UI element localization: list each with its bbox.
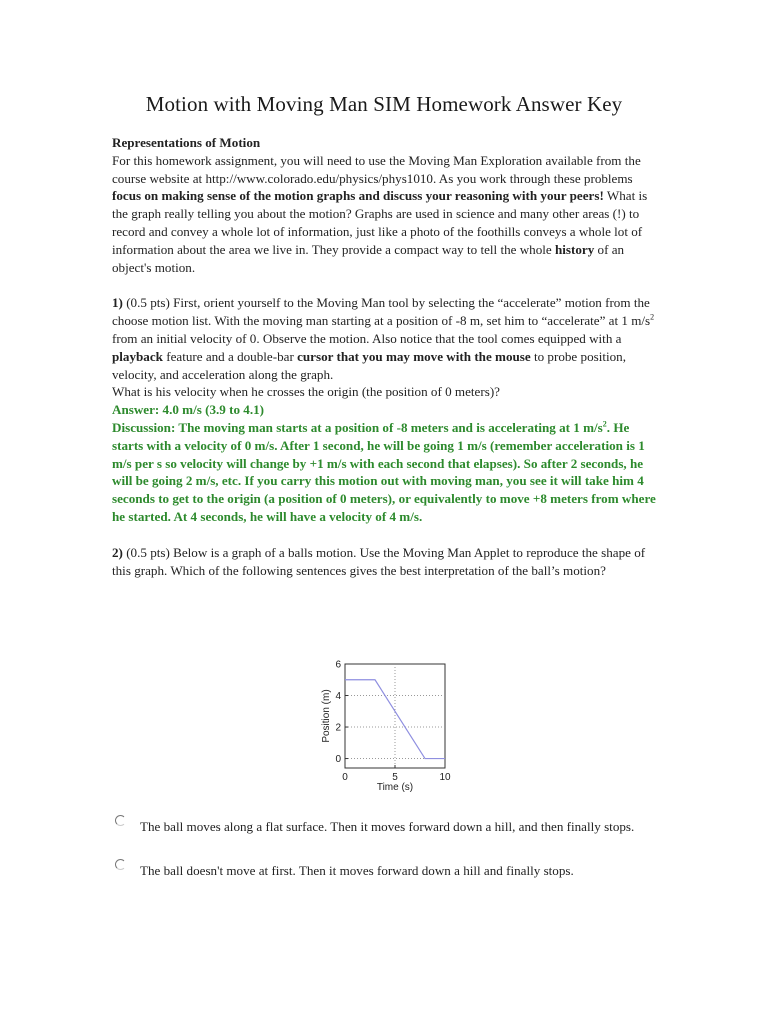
document-body [112, 134, 660, 579]
question-1-text-4: to probe position, velocity, and acceleration along the graph. [112, 348, 626, 382]
question-1-sup: 2 [650, 312, 655, 322]
x-axis-label: Time (s) [376, 782, 414, 793]
page-title: Motion with Moving Man SIM Homework Answer Key [145, 92, 623, 116]
question-1-text-2: from an initial velocity of 0. Observe the motion. Also notice that the tool comes equipped with a [112, 330, 622, 346]
question-1-discussion [112, 419, 660, 526]
y-tick-label: 4 [335, 691, 341, 703]
y-axis-label: Position (m) [321, 689, 332, 743]
question-1-bold-2: cursor that you may move with the mouse [297, 348, 531, 364]
radio-option-2[interactable] [115, 859, 126, 870]
intro-text-2: What is the graph really telling you about the motion? Graphs are used in science and many other areas (!) to record and convey a whole lot of information, just like a photo of the foothills conveys a whole lot of information about the area we live in. They provide a compact way to tell the whole [112, 188, 648, 257]
answer-option-1[interactable] [112, 818, 660, 836]
discussion-sup: 2 [602, 419, 607, 429]
section-heading: Representations of Motion [112, 135, 261, 150]
question-1-text-3: feature and a double-bar [162, 348, 298, 364]
y-tick-label: 0 [335, 754, 341, 766]
discussion-text-2: . He starts with a velocity of 0 m/s. After 1 second, he will be going 1 m/s (remember acceleration is 1 m/s per s so velocity will change by +1 m/s with each second that elapses). So after 2 seconds, he will be going 2 m/s, etc. If you carry this motion out with moving man, you see it will take him 4 seconds to get to the origin (a position of 0 meters), or equivalently to move +8 meters from where he started. At 4 seconds, he will have a velocity of 4 m/s. [112, 419, 656, 524]
question-1-number: 1) [112, 295, 123, 311]
option-2-text: The ball doesn't move at first. Then it moves forward down a hill and finally stops. [140, 863, 574, 878]
y-tick-label: 6 [335, 659, 341, 671]
x-tick-label: 5 [392, 772, 398, 783]
position-time-chart [316, 655, 466, 795]
radio-option-1[interactable] [115, 815, 126, 826]
intro-text-3: of an object's motion. [112, 241, 625, 275]
question-1 [112, 294, 660, 383]
question-1-answer: Answer: 4.0 m/s (3.9 to 4.1) [112, 402, 265, 418]
question-2 [112, 544, 660, 580]
question-2-number: 2) [112, 544, 123, 560]
question-1-text-1: (0.5 pts) First, orient yourself to the Moving Man tool by selecting the “accelerate” motion from the choose motion list. With the moving man starting at a position of -8 m, set him to “accelerate” at 1 m/s [112, 295, 651, 329]
y-tick-label: 2 [335, 722, 341, 734]
discussion-text-1: Discussion: The moving man starts at a position of -8 meters and is accelerating at 1 m/s [112, 419, 603, 435]
intro-text-1: For this homework assignment, you will need to use the Moving Man Exploration available from the course website at http://www.colorado.edu/physics/phys1010. As you work through these problems [112, 152, 641, 186]
x-tick-label: 10 [439, 772, 451, 783]
intro-bold-1: focus on making sense of the motion graphs and discuss your reasoning with your peers! [112, 188, 604, 204]
answer-option-2[interactable] [112, 862, 660, 880]
x-tick-label: 0 [342, 772, 348, 783]
question-2-text: (0.5 pts) Below is a graph of a balls motion. Use the Moving Man Applet to reproduce the shape of this graph. Which of the following sentences gives the best interpretation of the ball’s motion? [112, 544, 646, 578]
question-1-bold-1: playback [112, 348, 163, 364]
option-1-text: The ball moves along a flat surface. Then it moves forward down a hill, and then finally stops. [140, 819, 635, 834]
question-1-prompt: What is his velocity when he crosses the origin (the position of 0 meters)? [112, 384, 500, 400]
intro-bold-2: history [554, 241, 595, 257]
intro-paragraph [112, 152, 660, 277]
